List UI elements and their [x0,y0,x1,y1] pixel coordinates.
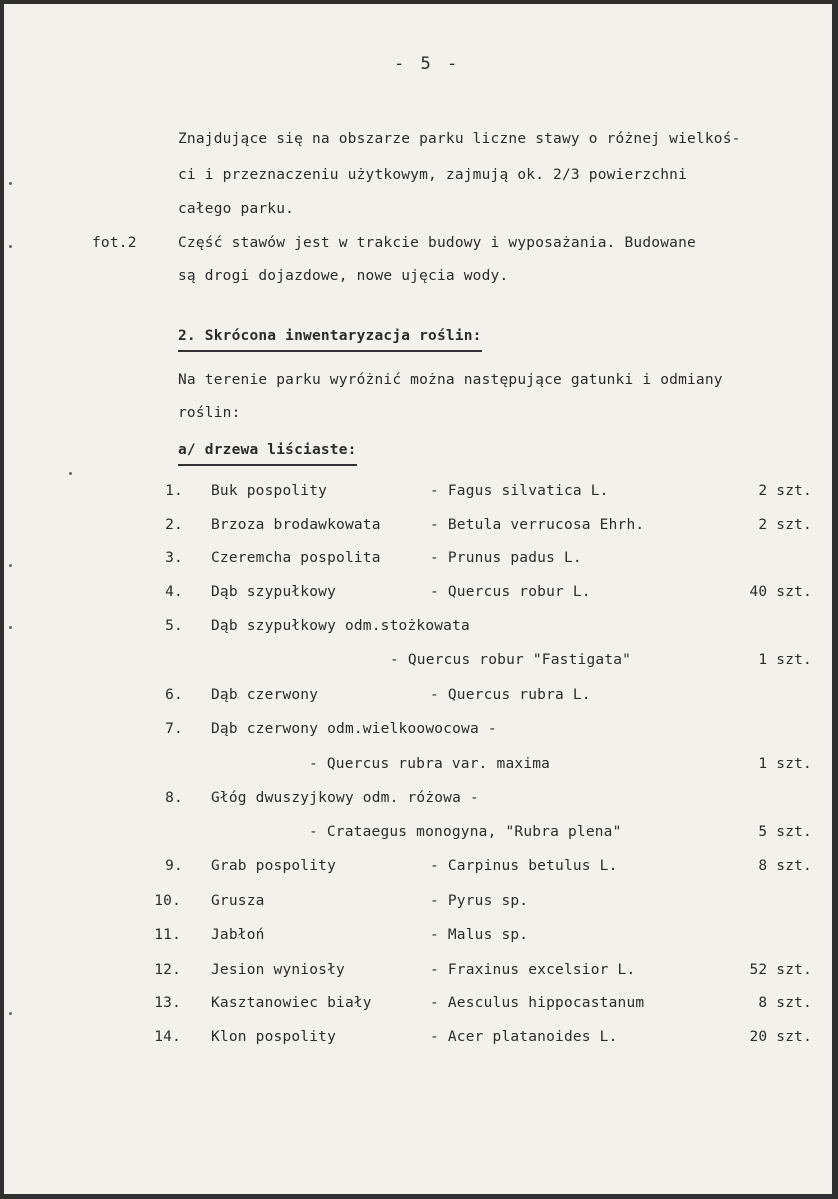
paragraph-line: całego parku. [178,201,295,217]
polish-name: Dąb czerwony odm.wielkoowocowa - [211,721,497,737]
list-item [4,517,832,537]
quantity: 52 szt. [749,962,812,978]
item-number: 11. [154,927,181,943]
paragraph-line: ci i przeznaczeniu użytkowym, zajmują ok. 2/3 powierzchni [178,167,687,183]
item-number: 5. [165,618,183,634]
quantity: 1 szt. [758,756,812,772]
list-item [4,618,832,638]
latin-name: - Quercus robur L. [430,584,591,600]
list-item [4,721,832,741]
latin-name: - Prunus padus L. [430,550,582,566]
latin-name: - Quercus robur "Fastigata" [390,652,632,668]
item-number: 2. [165,517,183,533]
item-number: 7. [165,721,183,737]
list-item [4,687,832,707]
list-item [4,858,832,878]
polish-name: Brzoza brodawkowata [211,517,381,533]
polish-name: Grab pospolity [211,858,337,874]
list-item [4,790,832,810]
latin-name: - Betula verrucosa Ehrh. [430,517,645,533]
polish-name: Kasztanowiec biały [211,995,372,1011]
polish-name: Klon pospolity [211,1029,337,1045]
margin-note: fot.2 [92,235,137,251]
list-item [4,927,832,947]
item-number: 6. [165,687,183,703]
polish-name: Dąb czerwony [211,687,319,703]
latin-name: - Aesculus hippocastanum [430,995,645,1011]
margin-dot [9,182,12,185]
latin-name: - Quercus rubra L. [430,687,591,703]
polish-name: Jesion wyniosły [211,962,345,978]
polish-name: Czeremcha pospolita [211,550,381,566]
latin-name: - Crataegus monogyna, "Rubra plena" [309,824,622,840]
list-item [4,483,832,503]
latin-name: - Fagus silvatica L. [430,483,609,499]
quantity: 2 szt. [758,483,812,499]
polish-name: Głóg dwuszyjkowy odm. różowa - [211,790,479,806]
list-item [4,824,832,844]
quantity: 20 szt. [749,1029,812,1045]
document-page [4,4,832,1194]
item-number: 9. [165,858,183,874]
list-item [4,995,832,1015]
list-item [4,652,832,672]
polish-name: Dąb szypułkowy odm.stożkowata [211,618,470,634]
margin-dot [9,1012,12,1015]
latin-name: - Carpinus betulus L. [430,858,618,874]
paragraph-line: Na terenie parku wyróżnić można następujące gatunki i odmiany [178,372,723,388]
item-number: 14. [154,1029,181,1045]
polish-name: Grusza [211,893,265,909]
list-item [4,1029,832,1049]
quantity: 5 szt. [758,824,812,840]
quantity: 8 szt. [758,858,812,874]
latin-name: - Quercus rubra var. maxima [309,756,551,772]
list-item [4,550,832,570]
margin-dot [9,626,12,629]
margin-dot [69,472,72,475]
margin-dot [9,564,12,567]
item-number: 1. [165,483,183,499]
item-number: 13. [154,995,181,1011]
quantity: 8 szt. [758,995,812,1011]
page-number: - 5 - [394,54,461,74]
subheading: a/ drzewa liściaste: [178,442,357,466]
section-heading: 2. Skrócona inwentaryzacja roślin: [178,328,482,352]
item-number: 12. [154,962,181,978]
latin-name: - Fraxinus excelsior L. [430,962,636,978]
item-number: 8. [165,790,183,806]
latin-name: - Acer platanoides L. [430,1029,618,1045]
list-item [4,584,832,604]
list-item [4,893,832,913]
polish-name: Dąb szypułkowy [211,584,337,600]
polish-name: Buk pospolity [211,483,328,499]
paragraph-line: są drogi dojazdowe, nowe ujęcia wody. [178,268,509,284]
list-item [4,962,832,982]
item-number: 10. [154,893,181,909]
margin-dot [9,245,12,248]
quantity: 2 szt. [758,517,812,533]
quantity: 40 szt. [749,584,812,600]
paragraph-line: roślin: [178,405,241,421]
paragraph-line: Znajdujące się na obszarze parku liczne stawy o różnej wielkoś- [178,131,741,147]
latin-name: - Pyrus sp. [430,893,529,909]
list-item [4,756,832,776]
latin-name: - Malus sp. [430,927,529,943]
item-number: 3. [165,550,183,566]
polish-name: Jabłoń [211,927,265,943]
item-number: 4. [165,584,183,600]
quantity: 1 szt. [758,652,812,668]
paragraph-line: Część stawów jest w trakcie budowy i wyposażania. Budowane [178,235,696,251]
